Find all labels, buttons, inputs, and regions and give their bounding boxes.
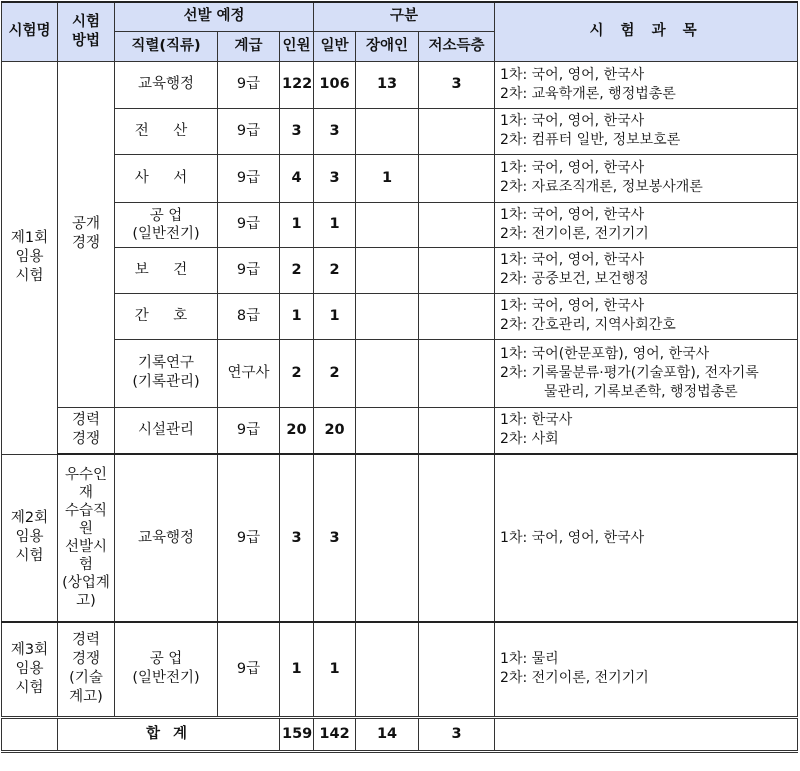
disabled-cell: 1 [356,154,419,202]
subject-line-1: 1차: 국어, 영어, 한국사 [500,529,645,546]
general-cell: 3 [314,454,356,622]
count-cell: 3 [280,454,314,622]
total-count: 159 [280,717,314,751]
exam3-name: 제3회 임용 시험 [2,622,58,717]
grade-cell: 9급 [218,154,280,202]
disabled-cell [356,293,419,339]
grade-cell: 9급 [218,407,280,454]
disabled-cell [356,454,419,622]
header-low-income: 저소득층 [419,31,495,61]
count-cell: 1 [280,622,314,717]
exam1-method-open: 공개 경쟁 [58,61,115,407]
exam1-name: 제1회 임용 시험 [2,61,58,454]
disabled-cell [356,622,419,717]
total-general: 142 [314,717,356,751]
disabled-cell [356,247,419,293]
position-cell: 간 호 [115,293,218,339]
table-row [2,407,798,454]
disabled-cell [356,108,419,154]
low-income-cell [419,339,495,407]
total-blank-cell [2,717,58,751]
general-cell: 2 [314,339,356,407]
general-cell: 1 [314,202,356,247]
header-grade: 계급 [218,31,280,61]
disabled-cell [356,339,419,407]
count-cell: 2 [280,339,314,407]
subject-line-1: 1차: 물리 [500,651,559,668]
count-cell: 20 [280,407,314,454]
disabled-cell [356,407,419,454]
subject-line-1: 1차: 국어, 영어, 한국사 [500,66,645,83]
count-cell: 2 [280,247,314,293]
table-row [2,61,798,108]
header-disabled: 장애인 [356,31,419,61]
subject-line-1: 1차: 국어, 영어, 한국사 [500,298,645,314]
header-row-1 [2,2,798,31]
position-cell: 공 업 (일반전기) [115,622,218,717]
position-cell: 교육행정 [115,454,218,622]
position-cell: 기록연구 (기록관리) [115,339,218,407]
general-cell: 106 [314,61,356,108]
position-cell: 시설관리 [115,407,218,454]
table-row [2,622,798,717]
exam2-name: 제2회 임용 시험 [2,454,58,622]
low-income-cell: 3 [419,61,495,108]
low-income-cell [419,622,495,717]
disabled-cell: 13 [356,61,419,108]
total-disabled: 14 [356,717,419,751]
header-count: 인원 [280,31,314,61]
table-row [2,202,798,247]
position-cell: 보 건 [115,247,218,293]
table-row [2,454,798,622]
subjects-cell [495,407,798,454]
count-cell: 1 [280,202,314,247]
subjects-cell [495,61,798,108]
subject-line-1: 1차: 국어, 영어, 한국사 [500,113,645,129]
disabled-cell [356,202,419,247]
total-low-income: 3 [419,717,495,751]
subject-line-1: 1차: 국어(한문포함), 영어, 한국사 [500,345,710,362]
header-subjects: 시 험 과 목 [495,2,798,61]
low-income-cell [419,247,495,293]
table-row [2,339,798,407]
table-row [2,108,798,154]
exam3-method: 경력 경쟁 (기술 계고) [58,622,115,717]
grade-cell: 9급 [218,247,280,293]
subjects-cell [495,202,798,247]
position-cell: 사 서 [115,154,218,202]
general-cell: 3 [314,108,356,154]
subjects-cell [495,622,798,717]
grade-cell: 9급 [218,61,280,108]
subject-line-2: 2차: 전기이론, 전기기기 [500,225,649,242]
low-income-cell [419,108,495,154]
header-plan-group: 선발 예정 [115,2,314,31]
subject-line-2: 2차: 공중보건, 보건행정 [500,271,649,287]
header-category-group: 구분 [314,2,495,31]
count-cell: 3 [280,108,314,154]
subject-line-1: 1차: 국어, 영어, 한국사 [500,206,645,223]
header-position: 직렬(직류) [115,31,218,61]
subject-line-3: 물관리, 기록보존학, 행정법총론 [544,383,738,400]
general-cell: 3 [314,154,356,202]
recruitment-table [1,1,798,753]
subject-line-2: 2차: 사회 [500,431,559,448]
exam2-method: 우수인 재 수습직 원 선발시 험 (상업계 고) [58,454,115,622]
header-general: 일반 [314,31,356,61]
position-cell: 전 산 [115,108,218,154]
general-cell: 20 [314,407,356,454]
grade-cell: 9급 [218,622,280,717]
grade-cell: 9급 [218,454,280,622]
grade-cell: 연구사 [218,339,280,407]
subjects-cell [495,108,798,154]
subject-line-2: 2차: 컴퓨터 일반, 정보보호론 [500,132,681,148]
general-cell: 2 [314,247,356,293]
low-income-cell [419,293,495,339]
grade-cell: 9급 [218,202,280,247]
exam1-method-career: 경력 경쟁 [58,407,115,454]
total-label: 합 계 [58,717,280,751]
count-cell: 4 [280,154,314,202]
position-cell: 공 업 (일반전기) [115,202,218,247]
subjects-cell [495,154,798,202]
header-exam-name: 시험명 [2,2,58,61]
table-row [2,154,798,202]
count-cell: 1 [280,293,314,339]
general-cell: 1 [314,293,356,339]
subject-line-1: 1차: 국어, 영어, 한국사 [500,252,645,268]
subject-line-2: 2차: 간호관리, 지역사회간호 [500,317,676,333]
subject-line-2: 2차: 전기이론, 전기기기 [500,670,649,687]
low-income-cell [419,154,495,202]
grade-cell: 8급 [218,293,280,339]
general-cell: 1 [314,622,356,717]
subject-line-2: 2차: 교육학개론, 행정법총론 [500,85,676,102]
table-row [2,247,798,293]
total-subjects-blank [495,717,798,751]
total-row [2,717,798,751]
subject-line-2: 2차: 자료조직개론, 정보봉사개론 [500,179,703,195]
position-cell: 교육행정 [115,61,218,108]
subject-line-2: 2차: 기록물분류·평가(기술포함), 전자기록 [500,364,759,381]
low-income-cell [419,202,495,247]
subjects-cell [495,247,798,293]
header-exam-method: 시험 방법 [58,2,115,61]
count-cell: 122 [280,61,314,108]
low-income-cell [419,454,495,622]
low-income-cell [419,407,495,454]
subject-line-1: 1차: 한국사 [500,412,573,429]
subjects-cell [495,293,798,339]
table-row [2,293,798,339]
subject-line-1: 1차: 국어, 영어, 한국사 [500,160,645,176]
grade-cell: 9급 [218,108,280,154]
subjects-cell [495,339,798,407]
subjects-cell [495,454,798,622]
